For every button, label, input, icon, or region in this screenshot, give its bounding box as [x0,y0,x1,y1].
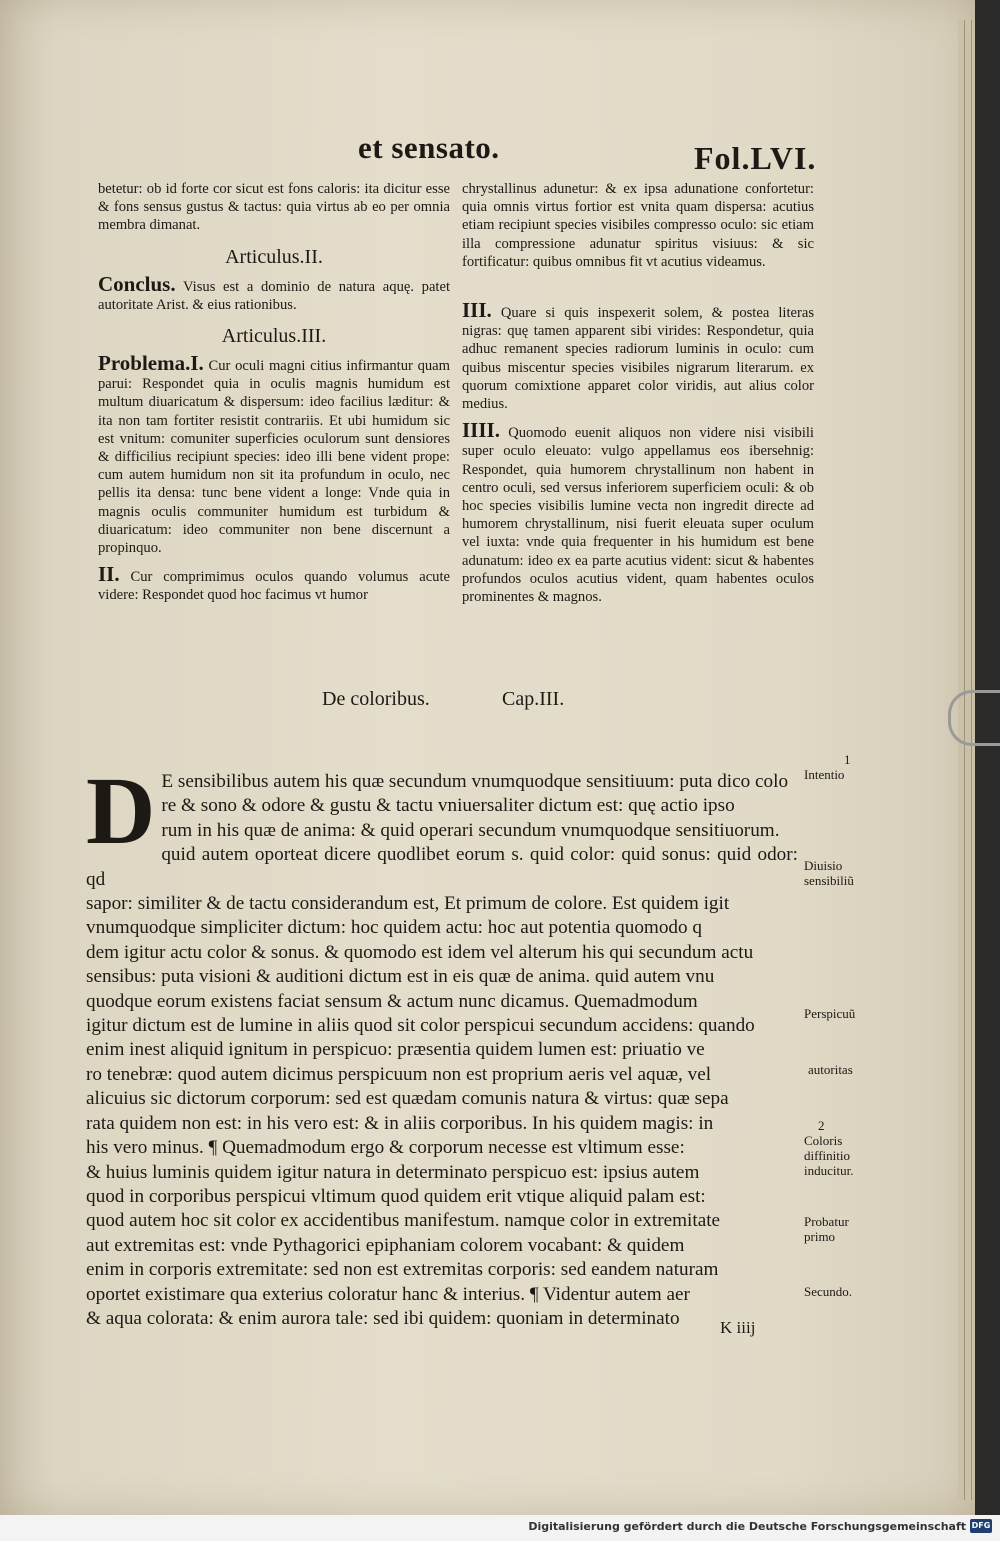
margin-note [804,1006,884,1021]
text-line: & aqua colorata: & enim aurora tale: sed ibi quidem: quoniam in determinato [86,1307,680,1329]
page-edge [958,20,965,1500]
margin-note-text: Intentio [804,767,845,782]
text-line: quodque eorum existens faciat sensum & actum nunc dicamus. Quemadmodum [86,990,698,1012]
text-line: quid autem oporteat dicere quodlibet eorum s. quid color: quid sonus: quid odor: qd [86,844,798,890]
drop-capital: D [86,757,156,864]
question-3 [462,298,814,413]
question-4 [462,418,814,606]
problema-1 [98,351,450,557]
conclusio-text: Visus est a dominio de natura aquę. patet autoritate Arist. & eius rationibus. [98,278,451,313]
margin-note-number: 1 [844,752,851,767]
text-line: dem igitur actu color & sonus. & quomodo est idem vel alterum his qui secundum actu [86,941,754,963]
paper-clip [948,690,1000,746]
text-line: oportet existimare qua exterius coloratur hanc & interius. ¶ Videntur autem aer [86,1283,690,1305]
running-head: et sensato. [358,130,500,165]
text-line: E sensibilibus autem his quæ secundum vnumquodque sensitiuum: puta dico colo [161,771,789,792]
main-text [86,757,798,1331]
margin-note [804,752,874,782]
problema-text: Cur oculi magni citius infirmantur quam parui: Respondet quia in oculis magnis humidum est multum diuaricatum & dispersum: ideo facilius læditur: & ita non tam fortiter resistit contrariis. Et ubi humidum sic est vnitum: comuniter superficies oculorum sunt densiores & difficilius recipiunt species: ideo illi bene vident prope: cum autem humidum non sit ita profundum in oculo, nec pellis ita densa: tunc bene vident a longe: Vnde quia in magnis oculis communiter humidum est turbidum & diuaricatum: ideo communiter non bene discernunt a propinquo. [98,358,450,557]
text-line: alicuius sic dictorum corporum: sed est quædam comunis natura & virtus: quæ sepa [86,1088,729,1110]
folio-number: Fol.LVI. [694,140,817,176]
margin-note [804,1214,874,1244]
question-4-text: Quomodo euenit aliquos non videre nisi visibili super oculo eleuato: vulgo appellamus eos ibersehnig: Respondet, quia humorem chrystallinum non habent in centro oculi, sed versus inferiorem superficiem oculi: & ob hoc species visibilis lumine vecta non ingredit directe ad humorem chrystallinum, nisi fuerit eleuata super oculum vel iuxta: vnde quia frequenter in his humidum est bene adunatum: ideo ex ea parte acutius vident: sicut & habentes profundos oculos acutius vident, quam habentes oculos prominentes & magnos. [462,425,814,606]
text-line: ro tenebræ: quod autem dicimus perspicuum non est proprium aeris vel aquæ, vel [86,1063,712,1085]
conclusio-paragraph [98,271,451,314]
left-column [98,180,450,605]
question-3-text: Quare si quis inspexerit solem, & postea literas nigras: quę tamen apparent sibi virides: Respondetur, quia adhuc remanent species radiorum luminis in oculo: cum quibus miscentur species visibiles nigrarum literarum. ex quorum comixtione apparet color viridis, aut alius color medius. [462,305,814,413]
text-line: re & sono & odore & gustu & tactu vniuersaliter dictum est: quę actio ipso [161,795,735,817]
article-2-heading: Articulus.II. [225,245,323,268]
dfg-credit: Digitalisierung gefördert durch die Deutsche Forschungsgemeinschaft [528,1520,966,1533]
signature-mark: K iiij [720,1318,756,1337]
dfg-logo: DFG [970,1519,992,1533]
text-line: quod autem hoc sit color ex accidentibus manifestum. namque color in extremitate [86,1210,721,1232]
text-line: quod in corporibus perspicui vltimum quod quidem erit vtique aliquid palam est: [86,1185,706,1207]
question-4-lead: IIII. [462,418,500,443]
margin-note-number: 2 [818,1118,825,1133]
article-3-heading: Articulus.III. [221,325,327,348]
text-line: sensibus: puta visioni & auditioni dictum est in eis quæ de anima. quid autem vnu [86,966,715,988]
text-line: rum in his quæ de anima: & quid operari secundum vnumquodque sensitiuorum. [161,819,780,841]
text-line: enim in corporis extremitate: sed non est extremitas corporis: sed eandem naturam [86,1259,719,1281]
chapter-title: De coloribus. [322,688,430,710]
problema-2-text: Cur comprimimus oculos quando volumus acute videre: Respondet quod hoc facimus vt humor [98,569,450,604]
question-3-lead: III. [462,298,492,323]
margin-note-text: autoritas [808,1062,853,1077]
margin-note-text: Coloris diffinitio inducitur. [804,1133,854,1178]
text-line: vnumquodque simpliciter dictum: hoc quidem actu: hoc aut potentia quomodo q [86,917,703,939]
text-line: sapor: similiter & de tactu considerandum est, Et primum de colore. Est quidem igit [86,893,730,915]
right-column [462,180,814,606]
text-line: his vero minus. ¶ Quemadmodum ergo & corporum necesse est vltimum esse: [86,1137,685,1159]
problema-2 [98,562,450,604]
problema-2-lead: II. [98,562,120,587]
chapter-number: Cap.III. [502,688,565,710]
conclusio-lead: Conclus. [98,271,176,296]
margin-note [804,1118,884,1178]
margin-note-text: Perspicuũ [804,1006,856,1021]
text-line: & huius luminis quidem igitur natura in determinato perspicuo est: ipsius autem [86,1161,700,1183]
problema-lead: Problema.I. [98,351,204,376]
margin-note-text: Secundo. [804,1284,853,1299]
margin-note [804,1284,874,1299]
margin-note [808,1062,888,1077]
text-line: enim inest aliquid ignitum in perspicuo: præsentia quidem lumen est: priuatio ve [86,1039,705,1061]
margin-note-text: Probatur primo [804,1214,849,1244]
page-edge [965,20,972,1500]
right-opening: chrystallinus adunetur: & ex ipsa adunatione confortetur: quia omnis virtus fortior est vnita quam dispersa: acutius etiam recipiunt species visibiles compresso oculo: sic etiam illa compressione adunatur spiritus visiuus: & sic fortificatur: quibus omnibus fit vt acutius videamus. [462,181,814,270]
margin-note [804,858,874,888]
left-opening: betetur: ob id forte cor sicut est fons caloris: ita dicitur esse & fons sensus gustus & tactus: quia virtus ab eo per omnia membra dimanat. [98,181,450,234]
text-line: rata quidem non est: in his vero est: & in aliis corporibus. In his quidem magis: in [86,1112,714,1134]
margin-note-text: Diuisio sensibiliũ [804,858,854,888]
text-line: aut extremitas est: vnde Pythagorici epiphaniam colorem vocabant: & quidem [86,1234,685,1256]
text-line: igitur dictum est de lumine in aliis quod sit color perspicui secundum accidens: quando [86,1015,755,1037]
